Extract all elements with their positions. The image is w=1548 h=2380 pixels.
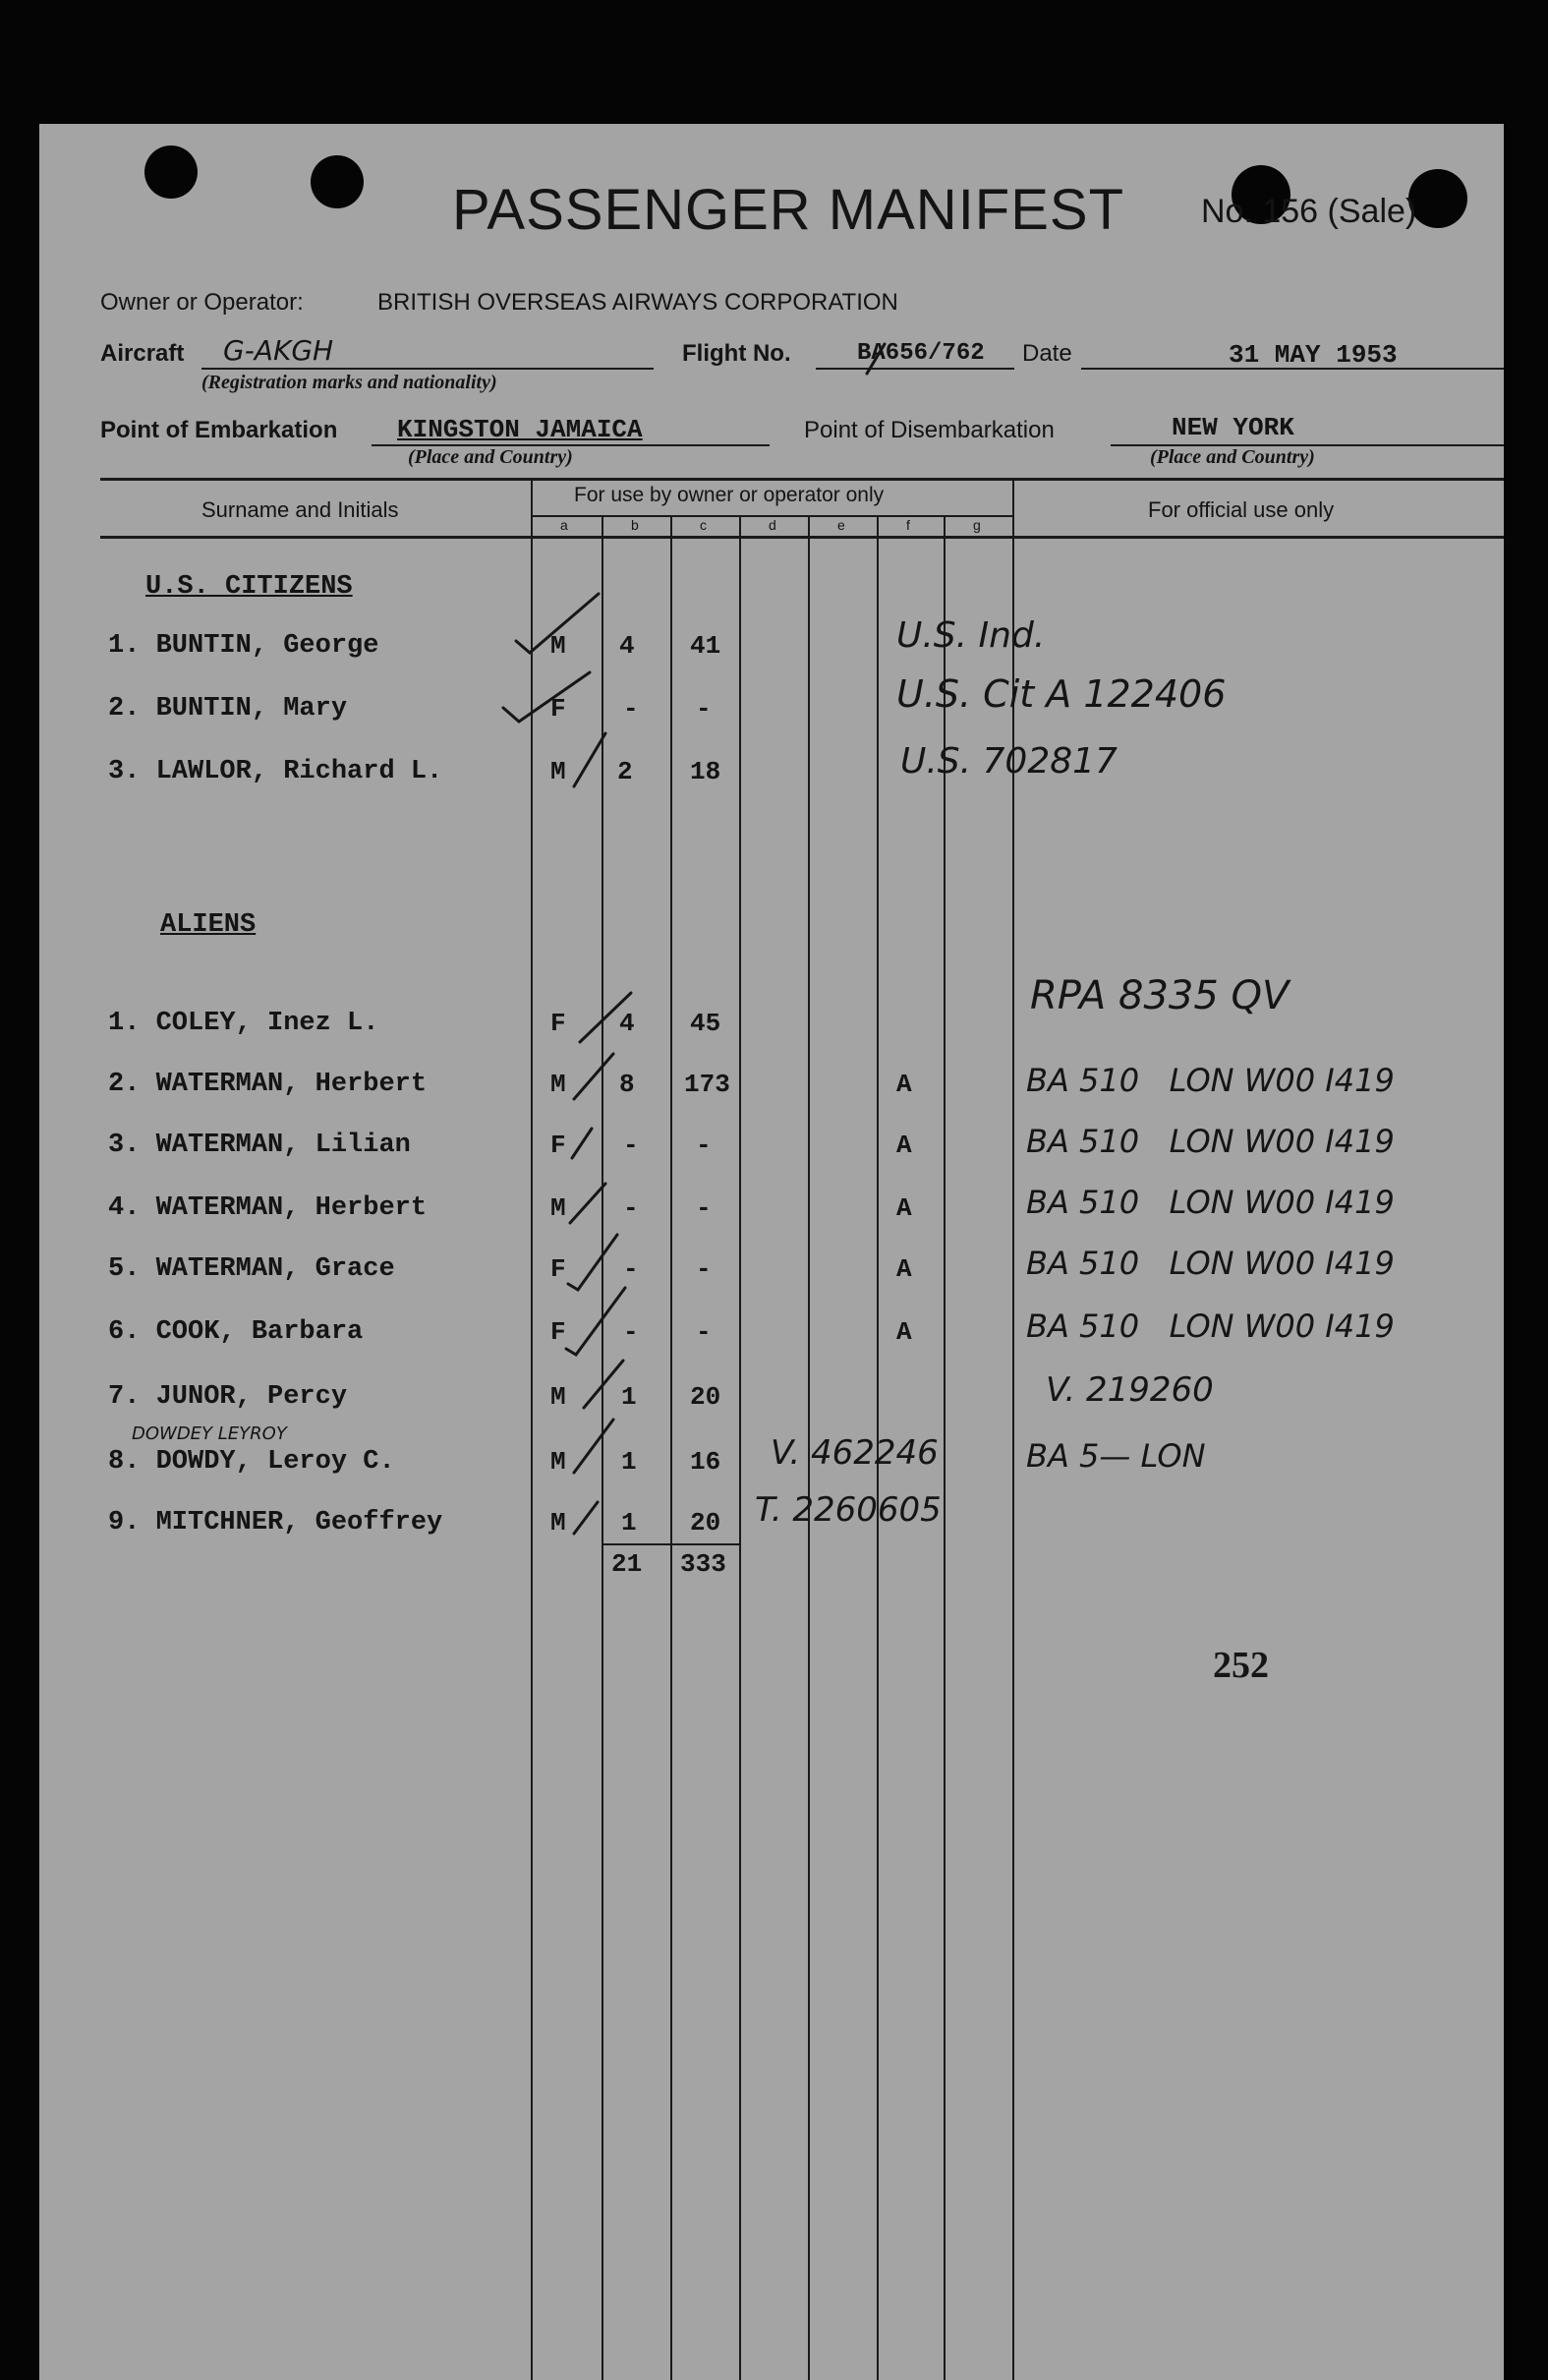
cell-f: A <box>896 1070 912 1099</box>
disembark-value: NEW YORK <box>1172 413 1294 442</box>
checkmark <box>574 1054 613 1099</box>
cell-b: - <box>623 694 639 724</box>
embark-label: Point of Embarkation <box>100 417 338 443</box>
embark-value: KINGSTON JAMAICA <box>397 415 643 444</box>
flight-value: BA656/762 <box>857 340 985 367</box>
embark-note: (Place and Country) <box>408 446 573 468</box>
visa-note: T. 2260605 <box>755 1490 942 1530</box>
passenger-name: WATERMAN, Herbert <box>155 1193 428 1223</box>
cell-b: 1 <box>621 1508 637 1538</box>
col-letter-g: g <box>973 517 981 533</box>
passenger-name: WATERMAN, Lilian <box>155 1131 411 1160</box>
cell-f: A <box>896 1317 912 1347</box>
cell-a: F <box>550 1254 566 1284</box>
cell-b: 1 <box>621 1447 637 1477</box>
row-number: 1. <box>108 631 141 661</box>
checkmark <box>568 1235 617 1290</box>
col-letter-d: d <box>769 517 776 533</box>
cell-f: A <box>896 1131 912 1160</box>
col-letter-a: a <box>560 517 568 533</box>
passenger-name: WATERMAN, Grace <box>155 1254 395 1284</box>
date-label: Date <box>1022 340 1072 367</box>
official-note: V. 219260 <box>1046 1370 1214 1410</box>
surname-header: Surname and Initials <box>201 497 399 522</box>
checkmark <box>574 1420 613 1473</box>
row-number: 3. <box>108 757 141 786</box>
cell-b: 1 <box>621 1382 637 1412</box>
cell-c: - <box>696 694 712 724</box>
row-number: 6. <box>108 1317 141 1347</box>
page-title: PASSENGER MANIFEST <box>452 178 1125 242</box>
row-number: 2. <box>108 694 141 724</box>
owner-use-header: For use by owner or operator only <box>574 484 885 506</box>
row-number: 4. <box>108 1193 141 1223</box>
official-note: U.S. Ind. <box>896 615 1046 656</box>
row-number: 2. <box>108 1070 141 1099</box>
cell-a: F <box>550 1317 566 1347</box>
official-note: BA 5— LON <box>1026 1437 1206 1475</box>
official-note: BA 510 LON W00 I419 <box>1026 1245 1395 1282</box>
passenger-name: LAWLOR, Richard L. <box>155 757 443 786</box>
cell-b: 4 <box>619 631 635 661</box>
row-number: 8. <box>108 1447 141 1477</box>
aircraft-value: G-AKGH <box>223 334 334 367</box>
cell-a: M <box>550 1070 566 1099</box>
checkmark <box>580 993 631 1042</box>
cell-f: A <box>896 1254 912 1284</box>
cell-c: - <box>696 1131 712 1160</box>
cell-a: M <box>550 1382 566 1412</box>
cell-b: - <box>623 1254 639 1284</box>
cell-a: M <box>550 1508 566 1538</box>
official-note: U.S. 702817 <box>900 741 1118 782</box>
checkmark <box>574 733 605 786</box>
row-number: 3. <box>108 1131 141 1160</box>
cell-a: F <box>550 1009 566 1038</box>
cell-c: 45 <box>690 1009 721 1038</box>
handwritten-name-correction: DOWDEY LEYROY <box>132 1423 287 1444</box>
passenger-name: BUNTIN, Mary <box>155 694 348 724</box>
aircraft-label: Aircraft <box>100 340 185 367</box>
aircraft-note: (Registration marks and nationality) <box>201 372 497 393</box>
passenger-name: BUNTIN, George <box>155 631 379 661</box>
cell-a: F <box>550 694 566 724</box>
cell-c: 20 <box>690 1382 721 1412</box>
official-note: BA 510 LON W00 I419 <box>1026 1184 1395 1221</box>
cell-c: - <box>696 1317 712 1347</box>
checkmark <box>572 1129 592 1158</box>
cell-b: 4 <box>619 1009 635 1038</box>
cell-b: 8 <box>619 1070 635 1099</box>
col-letter-b: b <box>631 517 639 533</box>
manifest-number: No. 156 (Sale) <box>1201 193 1417 230</box>
cell-a: M <box>550 1193 566 1223</box>
section-heading-aliens: ALIENS <box>160 910 257 940</box>
official-note: BA 510 LON W00 I419 <box>1026 1123 1395 1160</box>
passenger-name: DOWDY, Leroy C. <box>155 1447 395 1477</box>
cell-a: M <box>550 631 566 661</box>
checkmark <box>566 1288 625 1355</box>
cell-f: A <box>896 1193 912 1223</box>
passenger-name: JUNOR, Percy <box>155 1382 348 1412</box>
cell-a: F <box>550 1131 566 1160</box>
disembark-label: Point of Disembarkation <box>804 417 1055 443</box>
cell-c: 20 <box>690 1508 721 1538</box>
official-use-header: For official use only <box>1148 497 1335 522</box>
page-number: 252 <box>1213 1645 1269 1686</box>
cell-c: 173 <box>684 1070 730 1099</box>
row-number: 1. <box>108 1009 141 1038</box>
col-letter-e: e <box>837 517 845 533</box>
official-note: BA 510 LON W00 I419 <box>1026 1062 1395 1099</box>
total-b: 21 <box>611 1549 643 1579</box>
row-number: 7. <box>108 1382 141 1412</box>
disembark-note: (Place and Country) <box>1150 446 1315 468</box>
cell-c: 16 <box>690 1447 721 1477</box>
cell-a: M <box>550 1447 566 1477</box>
col-letter-c: c <box>700 517 707 533</box>
visa-note: V. 462246 <box>771 1433 939 1473</box>
checkmark <box>584 1361 623 1408</box>
checkmark <box>503 672 590 722</box>
checkmark <box>574 1502 598 1534</box>
owner-value: BRITISH OVERSEAS AIRWAYS CORPORATION <box>377 289 898 316</box>
flight-slash <box>867 344 885 374</box>
col-letter-f: f <box>906 517 910 533</box>
row-number: 5. <box>108 1254 141 1284</box>
cell-b: - <box>623 1193 639 1223</box>
cell-c: - <box>696 1193 712 1223</box>
cell-b: 2 <box>617 757 633 786</box>
official-note: U.S. Cit A 122406 <box>896 672 1227 716</box>
flight-label: Flight No. <box>682 340 791 367</box>
checkmark <box>516 594 599 653</box>
passenger-name: COLEY, Inez L. <box>155 1009 379 1038</box>
total-c: 333 <box>680 1549 726 1579</box>
cell-b: - <box>623 1131 639 1160</box>
official-note: BA 510 LON W00 I419 <box>1026 1307 1395 1345</box>
checkmark <box>570 1184 605 1223</box>
cell-b: - <box>623 1317 639 1347</box>
row-number: 9. <box>108 1508 141 1538</box>
official-note: RPA 8335 QV <box>1030 973 1290 1018</box>
cell-a: M <box>550 757 566 786</box>
cell-c: 41 <box>690 631 721 661</box>
passenger-name: WATERMAN, Herbert <box>155 1070 428 1099</box>
date-value: 31 MAY 1953 <box>1229 340 1398 370</box>
cell-c: 18 <box>690 757 721 786</box>
passenger-name: MITCHNER, Geoffrey <box>155 1508 443 1538</box>
passenger-name: COOK, Barbara <box>155 1317 364 1347</box>
cell-c: - <box>696 1254 712 1284</box>
section-heading-citizens: U.S. CITIZENS <box>145 572 353 602</box>
owner-label: Owner or Operator: <box>100 289 304 316</box>
